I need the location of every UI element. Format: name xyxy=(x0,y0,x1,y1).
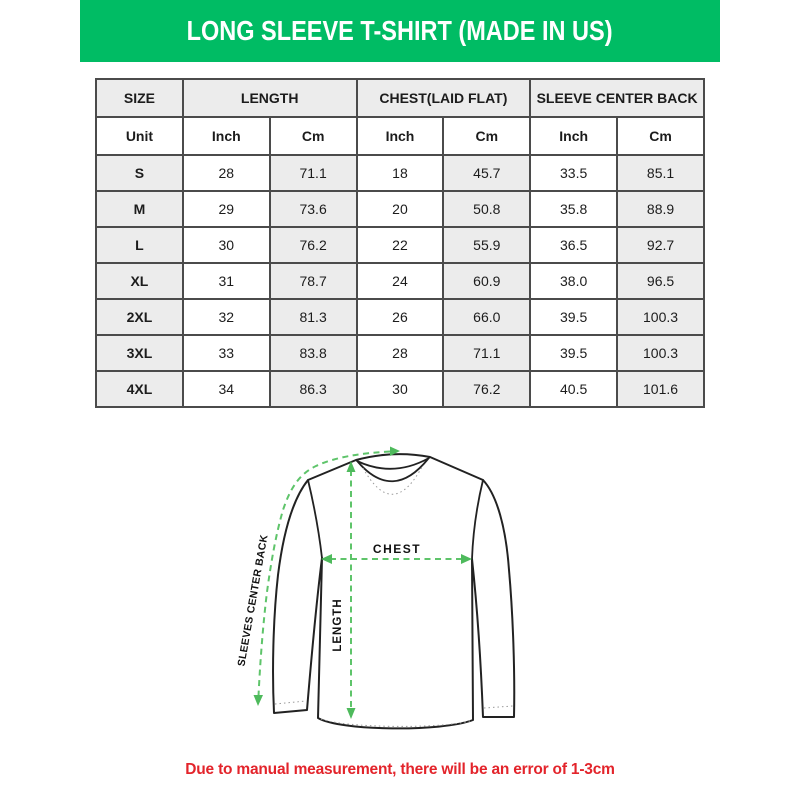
size-cell: S xyxy=(96,155,183,191)
value-cell: 18 xyxy=(357,155,444,191)
value-cell: 86.3 xyxy=(270,371,357,407)
value-cell: 85.1 xyxy=(617,155,704,191)
value-cell: 33.5 xyxy=(530,155,617,191)
sleeve-arrowhead-bottom xyxy=(254,695,264,706)
value-cell: 29 xyxy=(183,191,270,227)
table-row xyxy=(96,191,704,227)
table-row xyxy=(96,227,704,263)
value-cell: 55.9 xyxy=(443,227,530,263)
value-cell: 39.5 xyxy=(530,335,617,371)
value-cell: 50.8 xyxy=(443,191,530,227)
unit-header-row xyxy=(96,117,704,155)
unit-cell: Unit xyxy=(96,117,183,155)
value-cell: 101.6 xyxy=(617,371,704,407)
size-cell: 2XL xyxy=(96,299,183,335)
value-cell: 100.3 xyxy=(617,335,704,371)
value-cell: 22 xyxy=(357,227,444,263)
value-cell: 32 xyxy=(183,299,270,335)
value-cell: 92.7 xyxy=(617,227,704,263)
size-cell: 3XL xyxy=(96,335,183,371)
value-cell: 73.6 xyxy=(270,191,357,227)
value-cell: 45.7 xyxy=(443,155,530,191)
value-cell: 96.5 xyxy=(617,263,704,299)
size-cell: M xyxy=(96,191,183,227)
unit-cell: Inch xyxy=(530,117,617,155)
unit-cell: Cm xyxy=(617,117,704,155)
value-cell: 28 xyxy=(183,155,270,191)
column-header-length: LENGTH xyxy=(183,79,357,117)
value-cell: 60.9 xyxy=(443,263,530,299)
value-cell: 30 xyxy=(183,227,270,263)
value-cell: 78.7 xyxy=(270,263,357,299)
value-cell: 83.8 xyxy=(270,335,357,371)
header-banner xyxy=(80,0,720,62)
unit-cell: Cm xyxy=(443,117,530,155)
value-cell: 76.2 xyxy=(443,371,530,407)
table-row xyxy=(96,155,704,191)
sleeve-label: SLEEVES CENTER BACK xyxy=(235,533,271,668)
column-header-size: SIZE xyxy=(96,79,183,117)
table-row xyxy=(96,263,704,299)
value-cell: 76.2 xyxy=(270,227,357,263)
column-header-chest: CHEST(LAID FLAT) xyxy=(357,79,531,117)
value-cell: 28 xyxy=(357,335,444,371)
value-cell: 88.9 xyxy=(617,191,704,227)
value-cell: 33 xyxy=(183,335,270,371)
table-row xyxy=(96,371,704,407)
value-cell: 26 xyxy=(357,299,444,335)
value-cell: 81.3 xyxy=(270,299,357,335)
size-chart xyxy=(95,78,705,408)
unit-cell: Inch xyxy=(183,117,270,155)
unit-cell: Cm xyxy=(270,117,357,155)
value-cell: 31 xyxy=(183,263,270,299)
size-chart-table xyxy=(95,78,705,408)
measurement-note: Due to manual measurement, there will be an error of 1-3cm xyxy=(185,761,615,778)
value-cell: 35.8 xyxy=(530,191,617,227)
value-cell: 34 xyxy=(183,371,270,407)
value-cell: 36.5 xyxy=(530,227,617,263)
value-cell: 71.1 xyxy=(270,155,357,191)
column-header-sleeve: SLEEVE CENTER BACK xyxy=(530,79,704,117)
value-cell: 30 xyxy=(357,371,444,407)
size-cell: L xyxy=(96,227,183,263)
unit-cell: Inch xyxy=(357,117,444,155)
chest-label: CHEST xyxy=(372,542,422,556)
length-label: LENGTH xyxy=(332,598,344,652)
value-cell: 100.3 xyxy=(617,299,704,335)
value-cell: 24 xyxy=(357,263,444,299)
shirt-diagram xyxy=(225,440,525,740)
table-row xyxy=(96,335,704,371)
value-cell: 39.5 xyxy=(530,299,617,335)
table-row xyxy=(96,299,704,335)
shirt-outline xyxy=(273,454,514,728)
size-cell: XL xyxy=(96,263,183,299)
value-cell: 40.5 xyxy=(530,371,617,407)
group-header-row xyxy=(96,79,704,117)
value-cell: 71.1 xyxy=(443,335,530,371)
value-cell: 20 xyxy=(357,191,444,227)
value-cell: 66.0 xyxy=(443,299,530,335)
value-cell: 38.0 xyxy=(530,263,617,299)
page-title: LONG SLEEVE T-SHIRT (MADE IN US) xyxy=(186,15,613,46)
size-cell: 4XL xyxy=(96,371,183,407)
